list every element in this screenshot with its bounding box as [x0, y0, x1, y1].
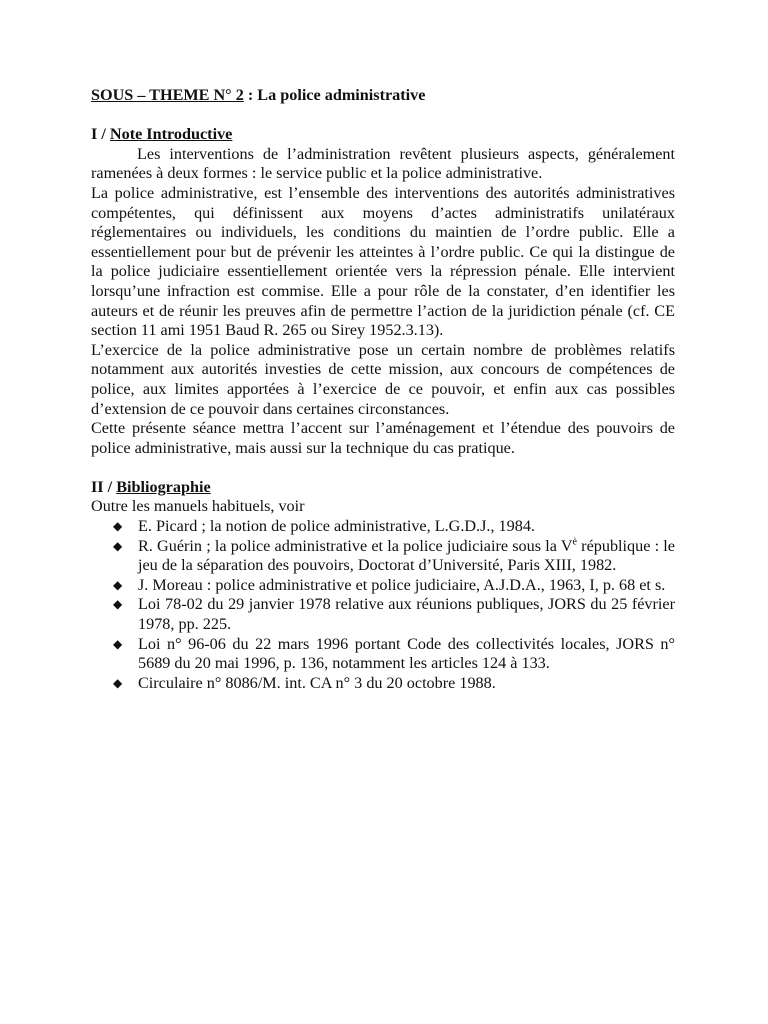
- list-item: [91, 537, 675, 576]
- intro-paragraph-1: Les interventions de l’administration revêtent plusieurs aspects, généralement ramenées à deux formes : le service public et la police administrative.: [91, 144, 675, 183]
- spacer: [91, 458, 675, 478]
- document-page: [91, 86, 675, 693]
- list-item: [91, 635, 675, 674]
- list-item-text: J. Moreau : police administrative et police judiciaire, A.J.D.A., 1963, I, p. 68 et s.: [138, 575, 666, 594]
- intro-paragraph-4: Cette présente séance mettra l’accent sur l’aménagement et l’étendue des pouvoirs de police administrative, mais aussi sur la technique du cas pratique.: [91, 419, 675, 457]
- list-item-text: Loi 78-02 du 29 janvier 1978 relative aux réunions publiques, JORS du 25 février 1978, pp. 225.: [138, 595, 675, 634]
- diamond-bullet-icon: ◆: [113, 519, 123, 534]
- title-separator: :: [243, 86, 258, 104]
- section-heading-intro: [91, 125, 675, 145]
- diamond-bullet-icon: ◆: [113, 675, 123, 690]
- section-title: Note Introductive: [109, 125, 233, 144]
- list-item-text: Circulaire n° 8086/M. int. CA n° 3 du 20 octobre 1988.: [138, 673, 496, 692]
- section-title: Bibliographie: [116, 477, 211, 496]
- list-item: [91, 595, 675, 634]
- list-item: [91, 674, 675, 694]
- diamond-bullet-icon: ◆: [113, 538, 123, 553]
- list-item: [91, 576, 675, 596]
- bibliography-list: [91, 517, 675, 693]
- diamond-bullet-icon: ◆: [113, 577, 123, 592]
- section-number: II /: [91, 477, 117, 496]
- intro-paragraph-2: La police administrative, est l’ensemble des interventions des autorités administratives compétentes, qui définissent aux moyens d’actes administratifs unilatéraux réglementaires ou individuels, les conditions du maintien de l’ordre public. Elle a essentiellement pour but de prévenir les atteintes à l’ordre public. Ce qui la distingue de la police judiciaire essentiellement orientée vers la répression pénale. Elle intervient lorsqu’une infraction est commise. Elle a pour rôle de la constater, d’en identifier les auteurs et de réunir les preuves afin de permettre l’action de la juridiction pénale (cf. CE section 11 ami 1951 Baud R. 265 ou Sirey 1952.3.13).: [91, 183, 675, 340]
- spacer: [91, 106, 675, 126]
- diamond-bullet-icon: ◆: [113, 597, 123, 612]
- bibliography-intro: Outre les manuels habituels, voir: [91, 497, 305, 516]
- intro-paragraph-3: L’exercice de la police administrative pose un certain nombre de problèmes relatifs notamment aux autorités investies de cette mission, aux concours de compétences de police, aux limites apportées à l’exercice de ce pouvoir, et enfin aux cas possibles d’extension de ce pouvoir dans certaines circonstances.: [91, 340, 675, 418]
- superscript: è: [572, 536, 577, 548]
- section-heading-bibliography: [91, 478, 675, 498]
- document-title: [91, 86, 675, 106]
- list-item-text: R. Guérin ; la police administrative et la police judiciaire sous la V: [138, 536, 573, 555]
- list-item: [91, 517, 675, 537]
- list-item-text-cont: république : le jeu de la séparation des pouvoirs, Doctorat d’Université, Paris XIII, 1982.: [138, 536, 675, 575]
- theme-label: SOUS – THEME N° 2: [91, 86, 244, 104]
- list-item-text: E. Picard ; la notion de police administrative, L.G.D.J., 1984.: [138, 517, 535, 536]
- diamond-bullet-icon: ◆: [113, 636, 123, 651]
- theme-name: La police administrative: [257, 86, 426, 104]
- list-item-text: Loi n° 96-06 du 22 mars 1996 portant Code des collectivités locales, JORS n° 5689 du 20 mai 1996, p. 136, notamment les articles 124 à 133.: [138, 634, 675, 673]
- section-number: I /: [91, 125, 110, 144]
